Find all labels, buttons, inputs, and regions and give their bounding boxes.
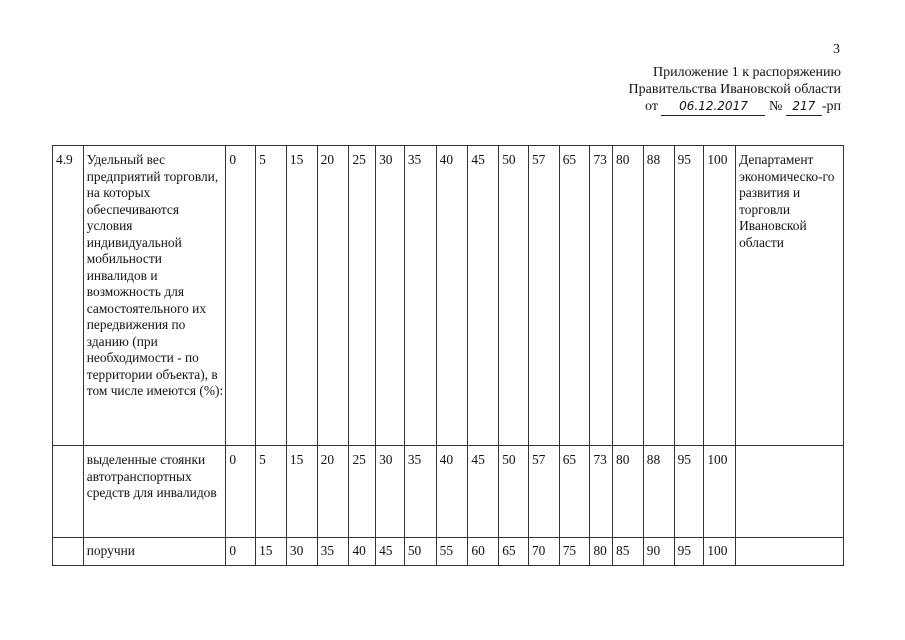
value-cell: 85 [613, 538, 644, 566]
appendix-header [629, 64, 841, 116]
row-description: поручни [83, 538, 226, 566]
value-cell: 15 [286, 146, 317, 446]
value-cell: 40 [349, 538, 376, 566]
value-cell: 25 [349, 146, 376, 446]
value-cell: 0 [226, 146, 256, 446]
value-cell: 73 [590, 446, 613, 538]
value-cell: 45 [376, 538, 405, 566]
row-index [53, 538, 84, 566]
value-cell: 95 [674, 446, 704, 538]
appendix-title: Приложение 1 к распоряжению [653, 65, 841, 80]
number-suffix: -рп [821, 99, 841, 114]
value-cell: 65 [559, 446, 590, 538]
value-cell: 5 [256, 446, 287, 538]
value-cell: 60 [468, 538, 499, 566]
value-cell: 70 [528, 538, 559, 566]
value-cell: 45 [468, 146, 499, 446]
row-description: выделенные стоянки автотранспортных средств для инвалидов [83, 446, 226, 538]
value-cell: 15 [286, 446, 317, 538]
value-cell: 57 [528, 146, 559, 446]
value-cell: 35 [317, 538, 349, 566]
value-cell: 30 [376, 146, 405, 446]
value-cell: 88 [643, 446, 674, 538]
value-cell: 40 [436, 146, 468, 446]
table-row [53, 538, 844, 566]
row-index [53, 446, 84, 538]
value-cell: 95 [674, 146, 704, 446]
value-cell: 80 [613, 446, 644, 538]
value-cell: 88 [643, 146, 674, 446]
responsible-department [736, 446, 844, 538]
value-cell: 75 [559, 538, 590, 566]
value-cell: 80 [613, 146, 644, 446]
value-cell: 35 [404, 146, 436, 446]
value-cell: 35 [404, 446, 436, 538]
value-cell: 57 [528, 446, 559, 538]
row-index: 4.9 [53, 146, 84, 446]
value-cell: 100 [704, 538, 736, 566]
value-cell: 100 [704, 146, 736, 446]
appendix-authority: Правительства Ивановской области [628, 82, 841, 97]
value-cell: 0 [226, 538, 256, 566]
number-prefix: № [768, 99, 783, 114]
value-cell: 100 [704, 446, 736, 538]
table-row [53, 446, 844, 538]
value-cell: 50 [404, 538, 436, 566]
value-cell: 20 [317, 446, 349, 538]
page-number: 3 [833, 42, 840, 57]
value-cell: 80 [590, 538, 613, 566]
responsible-department [736, 538, 844, 566]
value-cell: 30 [376, 446, 405, 538]
value-cell: 65 [499, 538, 529, 566]
value-cell: 40 [436, 446, 468, 538]
value-cell: 50 [499, 446, 529, 538]
value-cell: 73 [590, 146, 613, 446]
table-row [53, 146, 844, 446]
responsible-department: Департамент экономическо-го развития и торговли Ивановской области [736, 146, 844, 446]
value-cell: 50 [499, 146, 529, 446]
row-description: Удельный вес предприятий торговли, на которых обеспечиваются условия индивидуальной мобильности инвалидов и возможность для самостоятельного их передвижения по зданию (при необходимости - по территории объекта), в том числе имеются (%): [83, 146, 226, 446]
indicators-table [52, 145, 844, 566]
value-cell: 90 [643, 538, 674, 566]
value-cell: 15 [256, 538, 287, 566]
value-cell: 45 [468, 446, 499, 538]
date-prefix: от [645, 99, 658, 114]
handwritten-date: 06.12.2017 [661, 98, 765, 116]
value-cell: 65 [559, 146, 590, 446]
appendix-date-number [629, 98, 841, 116]
value-cell: 0 [226, 446, 256, 538]
value-cell: 25 [349, 446, 376, 538]
value-cell: 20 [317, 146, 349, 446]
value-cell: 5 [256, 146, 287, 446]
value-cell: 95 [674, 538, 704, 566]
handwritten-number: 217 [786, 98, 822, 116]
value-cell: 30 [286, 538, 317, 566]
value-cell: 55 [436, 538, 468, 566]
